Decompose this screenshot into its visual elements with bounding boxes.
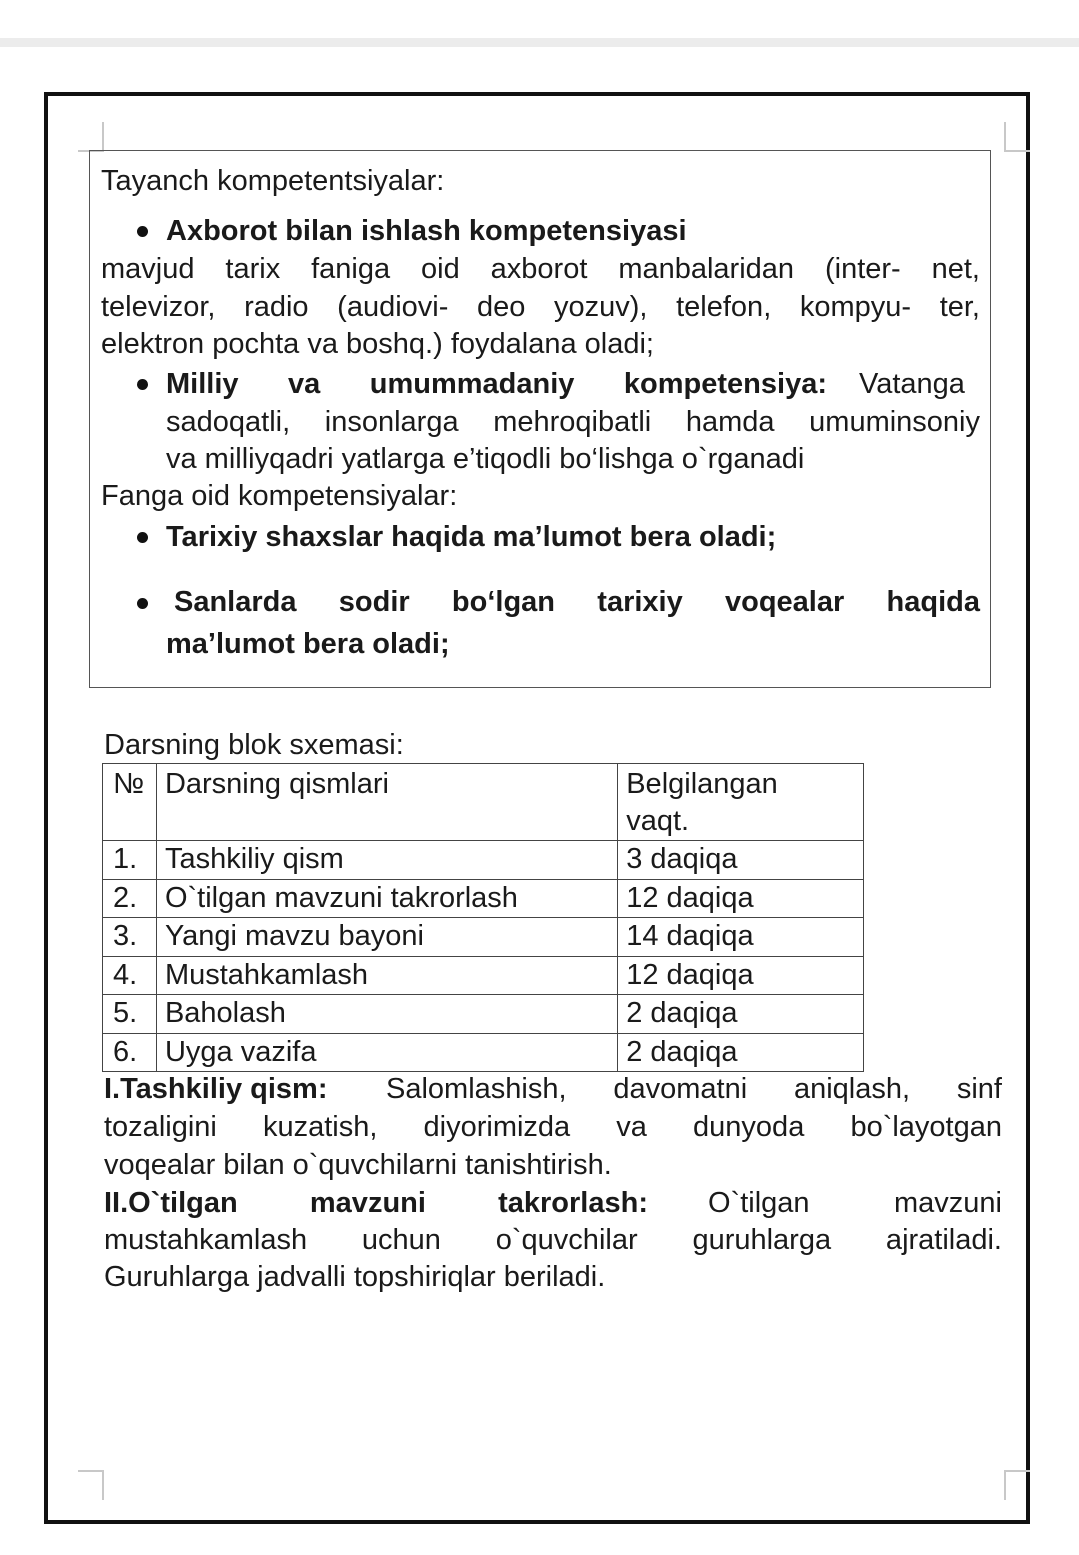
section-1-line: voqealar bilan o`quvchilarni tanishtirish. (104, 1149, 612, 1181)
subject-competency-2-line2: ma’lumot bera oladi; (166, 628, 450, 660)
row-number: 5. (103, 995, 157, 1034)
table-row (103, 841, 864, 880)
competencies-title: Tayanch kompetentsiyalar: (101, 165, 445, 197)
section-1-line: tozaligini kuzatish, diyorimizda va dunyoda bo`layotgan (104, 1111, 1002, 1143)
row-time: 12 daqiqa (618, 879, 864, 918)
table-row (103, 995, 864, 1034)
section-2-line: Guruhlarga jadvalli topshiriqlar beriladi. (104, 1261, 606, 1293)
row-number: 4. (103, 956, 157, 995)
row-time: 3 daqiqa (618, 841, 864, 880)
competency-1-line: televizor, radio (audiovi- deo yozuv), telefon, kompyu- ter, (101, 291, 980, 323)
bullet-icon (137, 598, 148, 609)
bullet-icon (137, 532, 148, 543)
bullet-icon (137, 226, 148, 237)
row-part: Uyga vazifa (156, 1033, 617, 1072)
row-number: 6. (103, 1033, 157, 1072)
row-time: 12 daqiqa (618, 956, 864, 995)
table-row (103, 956, 864, 995)
margin-mark-top-left (78, 122, 104, 152)
row-part: Baholash (156, 995, 617, 1034)
row-time: 14 daqiqa (618, 918, 864, 957)
header-time-line2: vaqt. (626, 805, 690, 837)
competency-2-line: va milliyqadri yatlarga e’tiqodli bo‘lishga o`rganadi (166, 443, 805, 475)
competency-1-heading: Axborot bilan ishlash kompetensiyasi (166, 215, 687, 247)
row-part: Mustahkamlash (156, 956, 617, 995)
table-row (103, 1033, 864, 1072)
section-1-label: I.Tashkiliy qism: (104, 1073, 328, 1105)
header-time (618, 764, 864, 841)
viewer-top-bar (0, 38, 1079, 47)
margin-mark-bottom-left (78, 1470, 104, 1500)
schema-title: Darsning blok sxemasi: (104, 729, 404, 761)
section-2-line: mustahkamlash uchun o`quvchilar guruhlarga ajratiladi. (104, 1224, 1002, 1256)
row-number: 1. (103, 841, 157, 880)
subject-competency-2-line1: Sanlarda sodir bo‘lgan tarixiy voqealar haqida (174, 586, 980, 618)
header-number: № (103, 764, 157, 841)
competency-2-line: sadoqatli, insonlarga mehroqibatli hamda umuminsoniy (166, 406, 980, 438)
table-header-row (103, 764, 864, 841)
competency-1-line: mavjud tarix faniga oid axborot manbalaridan (inter- net, (101, 253, 980, 285)
section-2-line: O`tilgan mavzuni (708, 1187, 1002, 1219)
table-row (103, 918, 864, 957)
subject-competency-1: Tarixiy shaxslar haqida ma’lumot bera oladi; (166, 521, 777, 553)
row-part: Tashkiliy qism (156, 841, 617, 880)
competency-2-heading: Milliy va umummadaniy kompetensiya: (166, 368, 827, 400)
competency-2-heading-rest: Vatanga (859, 368, 965, 400)
row-number: 3. (103, 918, 157, 957)
subject-competencies-title: Fanga oid kompetensiyalar: (101, 480, 458, 512)
lesson-schema-table (102, 763, 864, 1072)
section-2-label: II.O`tilgan mavzuni takrorlash: (104, 1187, 648, 1219)
bullet-icon (137, 379, 148, 390)
row-part: O`tilgan mavzuni takrorlash (156, 879, 617, 918)
row-number: 2. (103, 879, 157, 918)
header-part: Darsning qismlari (156, 764, 617, 841)
margin-mark-bottom-right (1004, 1470, 1030, 1500)
margin-mark-top-right (1004, 122, 1030, 152)
table-row (103, 879, 864, 918)
row-time: 2 daqiqa (618, 995, 864, 1034)
competency-1-line: elektron pochta va boshq.) foydalana oladi; (101, 328, 654, 360)
row-part: Yangi mavzu bayoni (156, 918, 617, 957)
section-1-line: Salomlashish, davomatni aniqlash, sinf (386, 1073, 1002, 1105)
header-time-line1: Belgilangan (626, 768, 778, 800)
row-time: 2 daqiqa (618, 1033, 864, 1072)
